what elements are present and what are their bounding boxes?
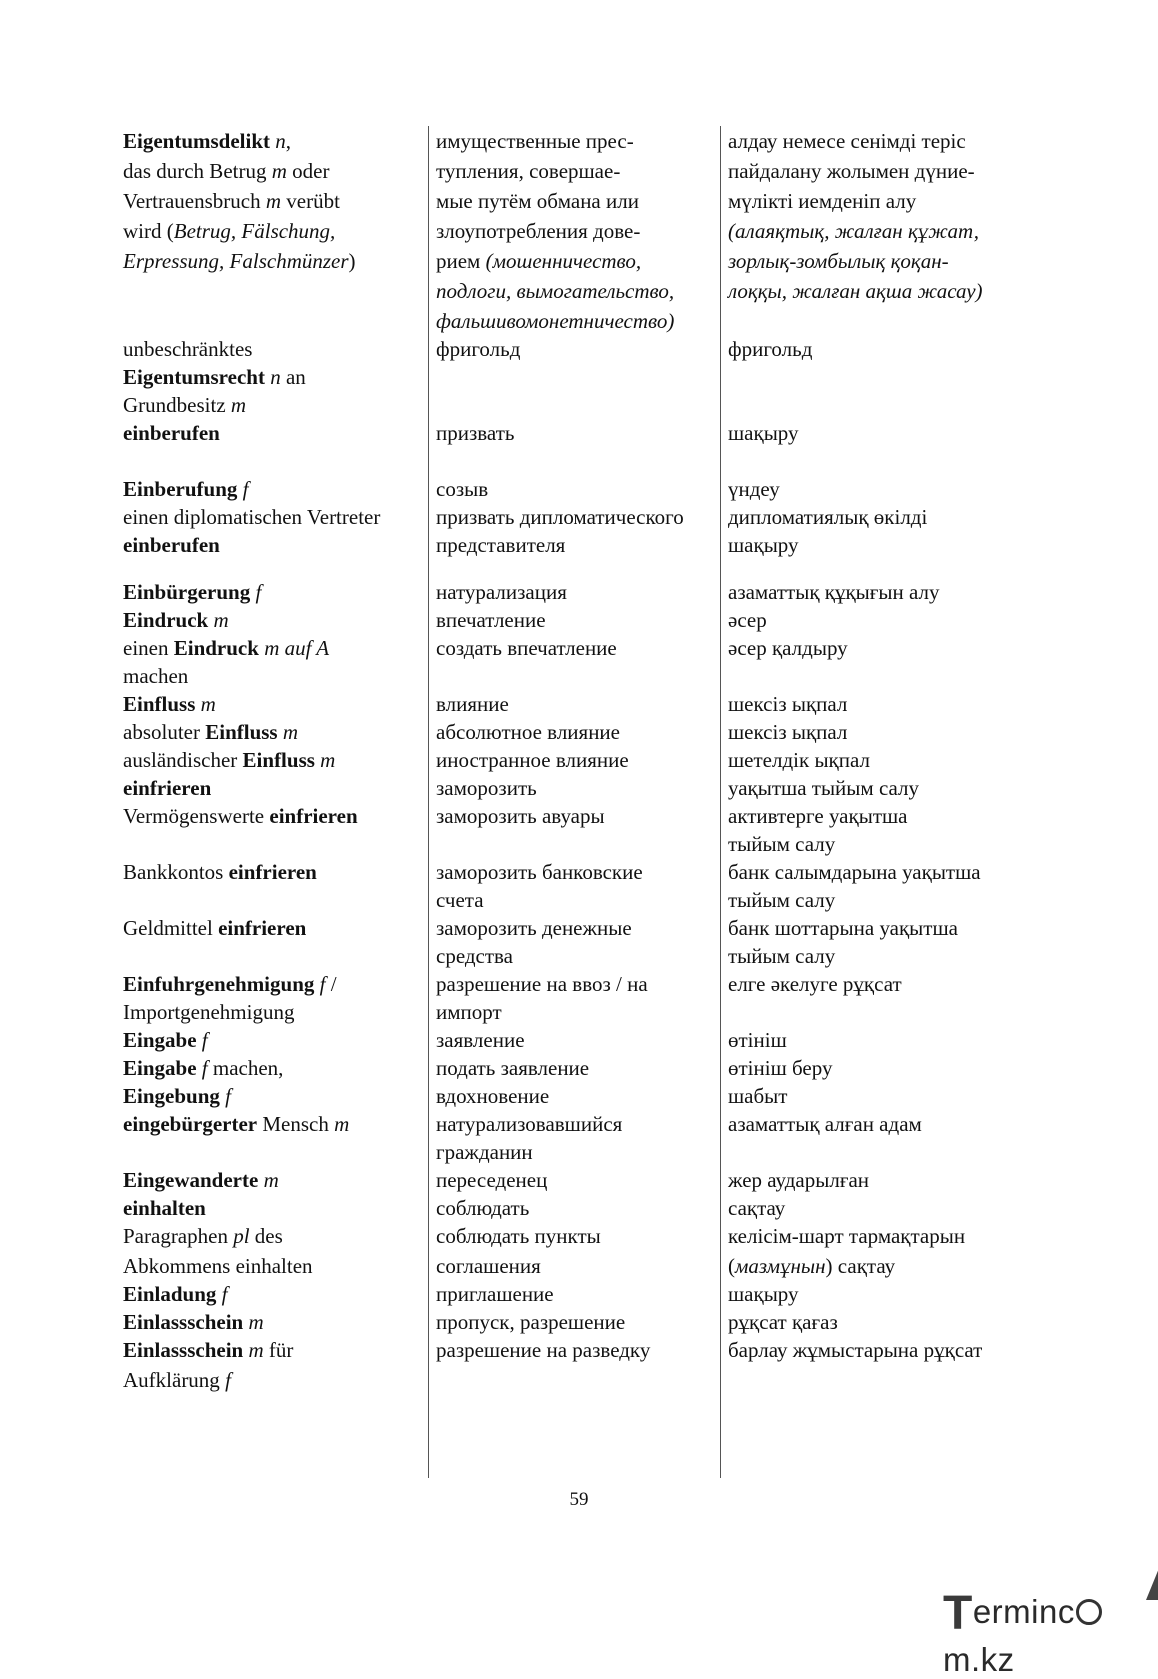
russian-translation-line [436,635,617,661]
text-fragment: пайдалану жолымен дүние- [728,159,975,183]
text-fragment: рием [436,249,486,273]
german-term-line [123,1281,228,1307]
german-term-line [123,476,248,502]
russian-translation-line [436,915,632,941]
headword: einfrieren [269,804,358,828]
kazakh-translation-line [728,248,949,274]
german-term-line [123,218,335,244]
text-fragment: сақтау [728,1196,786,1220]
text-fragment: шетелдік ықпал [728,748,870,772]
text-fragment: впечатление [436,608,546,632]
text-fragment: средства [436,944,514,968]
russian-translation-line [436,1281,554,1307]
russian-translation-line [436,218,640,244]
grammar-note: m [314,748,336,772]
german-term-line [123,607,229,633]
grammar-note: f [196,1028,208,1052]
text-fragment: призвать дипломатического [436,505,684,529]
text-fragment: азаматтық алған адам [728,1112,922,1136]
russian-translation-line [436,775,537,801]
russian-translation-line [436,532,565,558]
russian-translation-line [436,336,520,362]
column-divider [720,126,721,1478]
text-fragment: ( [728,1254,735,1278]
german-term-line [123,158,329,184]
kazakh-translation-line [728,775,919,801]
kazakh-translation-line [728,1337,982,1363]
german-term-line [123,336,252,362]
kazakh-translation-line [728,971,902,997]
kazakh-translation-line [728,1027,787,1053]
russian-translation-line [436,1223,601,1249]
russian-translation-line [436,607,546,633]
text-fragment: әсер қалдыру [728,636,848,660]
kazakh-translation-line [728,719,847,745]
german-term-line [123,747,335,773]
grammar-note: f [250,580,262,604]
headword: einhalten [123,1196,206,1220]
text-fragment: өтініш беру [728,1056,833,1080]
russian-translation-line [436,308,674,334]
text-fragment: приглашение [436,1282,554,1306]
text-fragment: Aufklärung [123,1368,226,1392]
text-fragment: тыйым салу [728,888,836,912]
text-fragment: мые путём обмана или [436,189,639,213]
headword: Einfluss [123,692,196,716]
text-fragment: шексіз ықпал [728,692,848,716]
text-fragment: Vertrauensbruch [123,189,266,213]
text-fragment: влияние [436,692,509,716]
kazakh-translation-line [728,420,799,446]
text-fragment: фригольд [436,337,521,361]
german-term-line [123,1083,231,1109]
grammar-note: m [277,720,299,744]
grammar-note: подлоги, вымогательство, [436,279,675,303]
headword: Einlassschein [123,1310,244,1334]
text-fragment: заявление [436,1028,525,1052]
text-fragment: für [263,1338,294,1362]
text-fragment: разрешение на разведку [436,1338,651,1362]
kazakh-translation-line [728,887,835,913]
kazakh-translation-line [728,607,767,633]
text-fragment: пропуск, разрешение [436,1310,626,1334]
russian-translation-line [436,747,629,773]
russian-translation-line [436,476,488,502]
russian-translation-line [436,803,605,829]
text-fragment: / [325,972,337,996]
grammar-note: f [219,1084,231,1108]
russian-translation-line [436,128,634,154]
headword: Einlassschein [123,1338,244,1362]
german-term-line [123,1055,283,1081]
headword: Einfuhrgenehmigung [123,972,315,996]
headword: Eingewanderte [123,1168,259,1192]
german-term-line [123,1253,313,1279]
sail-icon [1146,1556,1158,1600]
text-fragment: ausländischer [123,748,243,772]
page-number: 59 [569,1489,589,1510]
text-fragment: банк шоттарына уақытша [728,916,958,940]
grammar-note: f [237,477,249,501]
russian-translation-line [436,158,620,184]
headword: einfrieren [123,776,212,800]
german-term-line [123,579,261,605]
grammar-note: фальшивомонетничество) [436,309,675,333]
kazakh-translation-line [728,803,907,829]
text-fragment: unbeschränktes [123,337,253,361]
magnifier-icon [1076,1599,1102,1625]
grammar-note: f [314,972,326,996]
german-term-line [123,635,329,661]
german-term-line [123,999,294,1025]
kazakh-translation-line [728,1195,785,1221]
grammar-note: m [208,608,229,632]
text-fragment: банк салымдарына уақытша [728,860,981,884]
german-term-line [123,1027,208,1053]
text-fragment: өтініш [728,1028,787,1052]
text-fragment: Grundbesitz [123,393,231,417]
russian-translation-line [436,420,514,446]
text-fragment: вдохновение [436,1084,550,1108]
text-fragment: переседенец [436,1168,548,1192]
kazakh-translation-line [728,504,927,530]
text-fragment: oder [286,159,330,183]
text-fragment: machen [123,664,189,688]
kazakh-translation-line [728,1281,799,1307]
german-term-line [123,719,298,745]
text-fragment: Bankkontos [123,860,229,884]
grammar-note: pl [233,1224,250,1248]
german-term-line [123,364,306,390]
text-fragment: шақыру [728,421,799,445]
russian-translation-line [436,278,674,304]
grammar-note: n [270,129,286,153]
text-fragment: ) сақтау [825,1254,896,1278]
text-fragment: дипломатиялық өкілді [728,505,928,529]
headword: Einbürgerung [123,580,251,604]
text-fragment: Mensch [257,1112,335,1136]
russian-translation-line [436,691,509,717]
headword: einfrieren [218,916,307,940]
kazakh-translation-line [728,1111,922,1137]
grammar-note: m [334,1112,350,1136]
german-term-line [123,1367,231,1393]
russian-translation-line [436,971,648,997]
russian-translation-line [436,943,513,969]
headword: Eindruck [173,636,259,660]
text-fragment: des [249,1224,283,1248]
text-fragment: злоупотребления дове- [436,219,641,243]
grammar-note: m auf A [258,636,330,660]
grammar-note: f [225,1368,231,1392]
german-term-line [123,1337,293,1363]
text-fragment: барлау жұмыстарына рұқсат [728,1338,983,1362]
german-term-line [123,803,358,829]
german-term-line [123,532,220,558]
column-divider [428,126,429,1478]
grammar-note: m [243,1338,264,1362]
headword: einfrieren [228,860,317,884]
text-fragment: имущественные прес- [436,129,634,153]
text-fragment: ) [348,249,356,273]
kazakh-translation-line [728,691,847,717]
kazakh-translation-line [728,218,979,244]
text-fragment: Abkommens einhalten [123,1254,313,1278]
text-fragment: einen diplomatischen Vertreter [123,505,381,529]
german-term-line [123,663,188,689]
text-fragment: Importgenehmigung [123,1000,295,1024]
russian-translation-line [436,1111,622,1137]
text-fragment: гражданин [436,1140,533,1164]
text-fragment: натурализовавшийся [436,1112,623,1136]
text-fragment: machen, [207,1056,284,1080]
kazakh-translation-line [728,476,780,502]
grammar-note: зорлық-зомбылық қоқан- [728,249,949,273]
text-fragment: шексіз ықпал [728,720,848,744]
german-term-line [123,248,356,274]
text-fragment: уақытша тыйым салу [728,776,920,800]
text-fragment: әсер [728,608,767,632]
headword: Einfluss [205,720,278,744]
grammar-note: мазмұнын [735,1254,826,1278]
text-fragment: келісім-шарт тармақтарын [728,1224,966,1248]
grammar-note: Erpressung, Falschmünzer [123,249,349,273]
text-fragment: das durch Betrug [123,159,272,183]
text-fragment: einen [123,636,174,660]
text-fragment: натурализация [436,580,567,604]
text-fragment: жер аударылған [728,1168,870,1192]
headword: Eingebung [123,1084,220,1108]
kazakh-translation-line [728,915,958,941]
grammar-note: m [195,692,216,716]
grammar-note: f [216,1282,228,1306]
kazakh-translation-line [728,1309,838,1335]
headword: Eingabe [123,1056,197,1080]
text-fragment: алдау немесе сенімді теріс [728,129,966,153]
text-fragment: абсолютное влияние [436,720,620,744]
german-term-line [123,775,211,801]
german-term-line [123,1167,279,1193]
german-term-line [123,188,340,214]
text-fragment: соблюдать пункты [436,1224,601,1248]
text-fragment: азаматтық құқығын алу [728,580,940,604]
text-fragment: соглашения [436,1254,541,1278]
text-fragment: шабыт [728,1084,788,1108]
grammar-note: Betrug, Fälschung, [173,219,336,243]
russian-translation-line [436,1083,549,1109]
text-fragment: мүлікті иемденіп алу [728,189,917,213]
russian-translation-line [436,999,502,1025]
kazakh-translation-line [728,747,870,773]
text-fragment: разрешение на ввоз / на [436,972,648,996]
text-fragment: , [285,129,292,153]
german-term-line [123,504,380,530]
russian-translation-line [436,1309,625,1335]
text-fragment: шақыру [728,1282,799,1306]
text-fragment: Paragraphen [123,1224,234,1248]
german-term-line [123,1223,283,1249]
grammar-note: лоққы, жалған ақша жасау) [728,279,983,303]
kazakh-translation-line [728,1167,869,1193]
text-fragment: счета [436,888,484,912]
kazakh-translation-line [728,278,983,304]
kazakh-translation-line [728,1083,787,1109]
text-fragment: заморозить [436,776,537,800]
kazakh-translation-line [728,128,966,154]
kazakh-translation-line [728,1223,965,1249]
text-fragment: импорт [436,1000,502,1024]
russian-translation-line [436,1055,589,1081]
text-fragment: рұқсат қағаз [728,1310,838,1334]
termincom-logo[interactable] [943,1586,1158,1679]
german-term-line [123,1309,264,1335]
text-fragment: тыйым салу [728,832,836,856]
kazakh-translation-line [728,1253,895,1279]
russian-translation-line [436,719,620,745]
kazakh-translation-line [728,579,940,605]
kazakh-translation-line [728,635,848,661]
grammar-note: f [196,1056,208,1080]
text-fragment: елге әкелуге рұқсат [728,972,902,996]
russian-translation-line [436,579,567,605]
grammar-note: m [271,159,287,183]
kazakh-translation-line [728,859,981,885]
grammar-note: n [264,365,281,389]
text-fragment: тыйым салу [728,944,836,968]
text-fragment: Vermögenswerte [123,804,270,828]
kazakh-translation-line [728,336,812,362]
kazakh-translation-line [728,1055,832,1081]
russian-translation-line [436,1337,650,1363]
text-fragment: заморозить денежные [436,916,632,940]
russian-translation-line [436,248,641,274]
kazakh-translation-line [728,158,975,184]
russian-translation-line [436,859,643,885]
text-fragment: Geldmittel [123,916,219,940]
german-term-line [123,1195,206,1221]
german-term-line [123,971,337,997]
russian-translation-line [436,1139,533,1165]
text-fragment: заморозить банковские [436,860,643,884]
russian-translation-line [436,1167,547,1193]
text-fragment: үндеу [728,477,780,501]
russian-translation-line [436,188,639,214]
text-fragment: verübt [281,189,340,213]
text-fragment: тупления, совершае- [436,159,621,183]
kazakh-translation-line [728,831,835,857]
text-fragment: заморозить авуары [436,804,605,828]
logo-text-end: m.kz [943,1641,1015,1678]
russian-translation-line [436,1253,541,1279]
text-fragment: подать заявление [436,1056,590,1080]
headword: Einfluss [242,748,315,772]
text-fragment: иностранное влияние [436,748,629,772]
russian-translation-line [436,887,484,913]
kazakh-translation-line [728,943,835,969]
text-fragment: шақыру [728,533,799,557]
logo-letter: T [943,1587,973,1640]
grammar-note: m [230,393,247,417]
text-fragment: wird ( [123,219,174,243]
text-fragment: активтерге уақытша [728,804,908,828]
text-fragment: an [280,365,306,389]
headword: einberufen [123,421,220,445]
russian-translation-line [436,504,684,530]
text-fragment: созыв [436,477,489,501]
grammar-note: m [265,189,282,213]
logo-text-start: erminc [972,1593,1075,1630]
german-term-line [123,859,317,885]
grammar-note: m [258,1168,279,1192]
headword: Eingabe [123,1028,197,1052]
headword: Eigentumsdelikt [123,129,271,153]
headword: Eigentumsrecht [123,365,265,389]
grammar-note: (мошенничество, [485,249,642,273]
german-term-line [123,420,220,446]
text-fragment: соблюдать [436,1196,530,1220]
headword: Einladung [123,1282,217,1306]
headword: Eindruck [123,608,209,632]
text-fragment: призвать [436,421,515,445]
headword: eingebürgerter [123,1112,258,1136]
russian-translation-line [436,1195,529,1221]
german-term-line [123,1111,349,1137]
german-term-line [123,392,246,418]
grammar-note: m [243,1310,264,1334]
german-term-line [123,915,306,941]
text-fragment: создать впечатление [436,636,617,660]
grammar-note: (алаяқтық, жалған құжат, [728,219,979,243]
headword: Einberufung [123,477,238,501]
russian-translation-line [436,1027,525,1053]
german-term-line [123,691,216,717]
text-fragment: absoluter [123,720,206,744]
kazakh-translation-line [728,188,916,214]
headword: einberufen [123,533,220,557]
text-fragment: фригольд [728,337,813,361]
text-fragment: представителя [436,533,566,557]
german-term-line [123,128,291,154]
kazakh-translation-line [728,532,799,558]
